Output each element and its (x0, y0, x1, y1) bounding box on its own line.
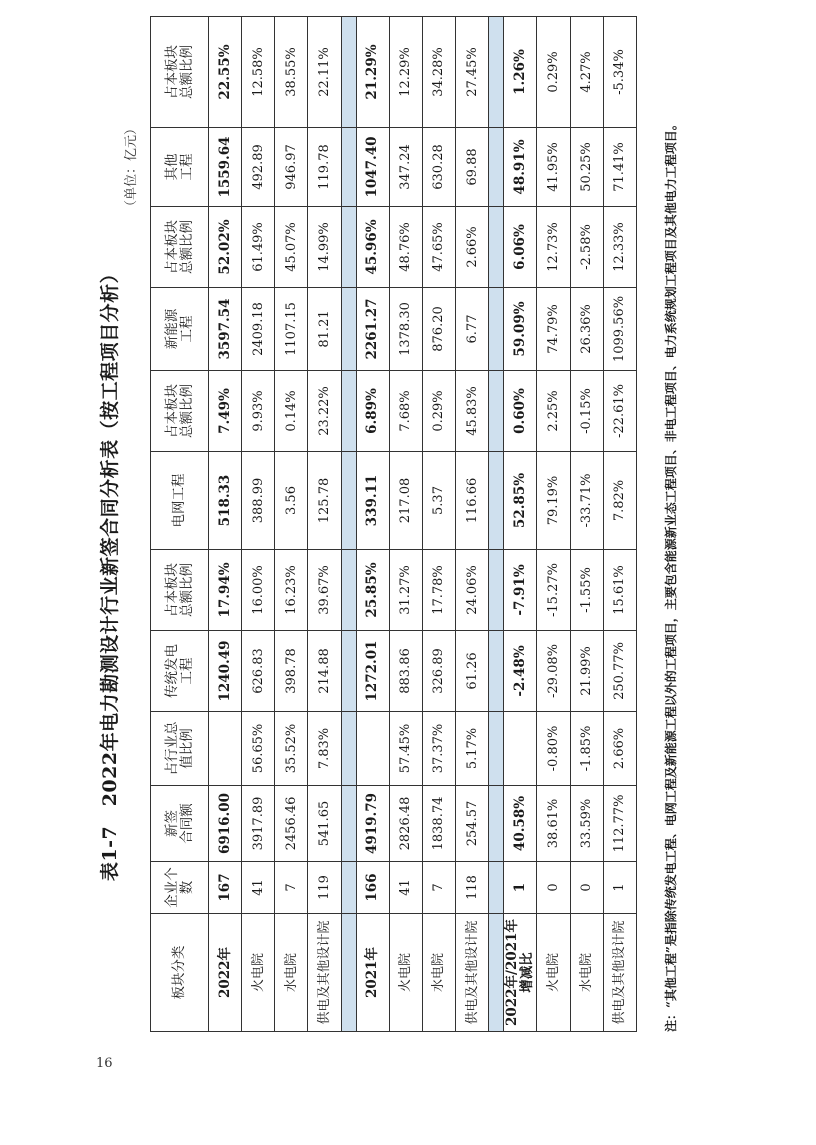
separator-cell (341, 631, 356, 712)
table-cell: 41 (242, 862, 275, 914)
separator-cell (489, 862, 504, 914)
separator-cell (341, 17, 356, 128)
table-cell: 2.66% (603, 712, 636, 786)
table-title: 表1-7 2022年电力勘测设计行业新签合同分析表（按工程项目分析） (99, 263, 121, 882)
table-cell: 2826.48 (389, 786, 422, 862)
table-cell: 2261.27 (356, 288, 389, 371)
unit-note: （单位：亿元） (124, 121, 139, 213)
table-cell: 118 (456, 862, 489, 914)
table-cell: 1 (603, 862, 636, 914)
table-cell: 16.23% (275, 550, 308, 631)
table-cell: -0.15% (570, 371, 603, 452)
table-cell: 25.85% (356, 550, 389, 631)
table-cell: 22.11% (308, 17, 341, 128)
table-cell: 38.61% (537, 786, 570, 862)
table-cell: 34.28% (422, 17, 455, 128)
summary-row (209, 17, 242, 1032)
table-cell: 12.58% (242, 17, 275, 128)
table-body (209, 17, 637, 1032)
table-cell: 14.99% (308, 207, 341, 288)
table-cell: 2456.46 (275, 786, 308, 862)
table-cell: 1107.15 (275, 288, 308, 371)
separator-cell (341, 128, 356, 207)
table-cell: 0.29% (422, 371, 455, 452)
table-cell: 1272.01 (356, 631, 389, 712)
table-row (242, 17, 275, 1032)
table-cell: -33.71% (570, 452, 603, 550)
table-cell: 52.85% (504, 452, 537, 550)
table-cell: 398.78 (275, 631, 308, 712)
row-label: 水电院 (570, 914, 603, 1032)
header-grid: 电网工程 (151, 452, 209, 550)
table-cell: 27.45% (456, 17, 489, 128)
separator-cell (489, 452, 504, 550)
table-cell: 21.99% (570, 631, 603, 712)
table-cell: 50.25% (570, 128, 603, 207)
table-cell: 12.29% (389, 17, 422, 128)
separator-cell (341, 550, 356, 631)
row-label: 供电及其他设计院 (456, 914, 489, 1032)
table-cell: 388.99 (242, 452, 275, 550)
table-cell: 166 (356, 862, 389, 914)
separator-cell (489, 17, 504, 128)
summary-row (356, 17, 389, 1032)
table-cell: 3597.54 (209, 288, 242, 371)
table-cell (209, 712, 242, 786)
separator-cell (489, 786, 504, 862)
table-row (422, 17, 455, 1032)
table-cell: 37.37% (422, 712, 455, 786)
separator-cell (341, 712, 356, 786)
table-cell: 167 (209, 862, 242, 914)
table-cell: 35.52% (275, 712, 308, 786)
table-cell: 21.29% (356, 17, 389, 128)
table-cell: 6.06% (504, 207, 537, 288)
table-cell: 7.82% (603, 452, 636, 550)
table-cell: -0.80% (537, 712, 570, 786)
table-cell: -2.58% (570, 207, 603, 288)
table-cell: 119 (308, 862, 341, 914)
table-header-row (151, 17, 209, 1032)
table-cell: 1099.56% (603, 288, 636, 371)
separator-cell (489, 631, 504, 712)
table-cell: 39.67% (308, 550, 341, 631)
table-cell: 52.02% (209, 207, 242, 288)
table-cell: 47.65% (422, 207, 455, 288)
table-cell: 7 (275, 862, 308, 914)
row-label: 2021年 (356, 914, 389, 1032)
page-number: 16 (96, 1056, 113, 1071)
table-row (570, 17, 603, 1032)
table-cell: 6.89% (356, 371, 389, 452)
separator-cell (341, 371, 356, 452)
header-enterprise-count: 企业个数 (151, 862, 209, 914)
table-cell: 33.59% (570, 786, 603, 862)
table-cell: -2.48% (504, 631, 537, 712)
table-cell: -1.55% (570, 550, 603, 631)
table-cell: 0.14% (275, 371, 308, 452)
table-cell: 1 (504, 862, 537, 914)
table-cell: 3917.89 (242, 786, 275, 862)
table-cell: 0.60% (504, 371, 537, 452)
table-cell: 7.49% (209, 371, 242, 452)
table-cell: 4919.79 (356, 786, 389, 862)
table-cell: 5.37 (422, 452, 455, 550)
table-cell: 7.68% (389, 371, 422, 452)
header-other: 其他 工程 (151, 128, 209, 207)
row-label: 供电及其他设计院 (603, 914, 636, 1032)
table-cell: 17.94% (209, 550, 242, 631)
table-cell: 541.65 (308, 786, 341, 862)
table-cell: 326.89 (422, 631, 455, 712)
table-cell: 0 (537, 862, 570, 914)
row-label: 火电院 (389, 914, 422, 1032)
table-cell: 347.24 (389, 128, 422, 207)
table-cell: 17.78% (422, 550, 455, 631)
header-new-contracts: 新签 合同额 (151, 786, 209, 862)
table-row (537, 17, 570, 1032)
table-cell: 81.21 (308, 288, 341, 371)
table-cell: 23.22% (308, 371, 341, 452)
separator-cell (341, 914, 356, 1032)
table-cell: 250.77% (603, 631, 636, 712)
table-row (389, 17, 422, 1032)
table-cell: 61.49% (242, 207, 275, 288)
table-cell: -29.08% (537, 631, 570, 712)
row-label: 供电及其他设计院 (308, 914, 341, 1032)
separator-cell (341, 288, 356, 371)
table-cell: 26.36% (570, 288, 603, 371)
row-label: 2022年 (209, 914, 242, 1032)
table-cell: 876.20 (422, 288, 455, 371)
table-row (275, 17, 308, 1032)
table-cell: 41 (389, 862, 422, 914)
table-cell: 5.17% (456, 712, 489, 786)
table-row (456, 17, 489, 1032)
table-cell: 630.28 (422, 128, 455, 207)
table-cell: 119.78 (308, 128, 341, 207)
separator-cell (489, 712, 504, 786)
table-cell: 214.88 (308, 631, 341, 712)
table-cell: 2.66% (456, 207, 489, 288)
table-cell: 22.55% (209, 17, 242, 128)
separator-cell (341, 207, 356, 288)
table-cell: 946.97 (275, 128, 308, 207)
header-new-energy-share: 占本板块 总额比例 (151, 207, 209, 288)
table-cell: 56.65% (242, 712, 275, 786)
table-cell: 74.79% (537, 288, 570, 371)
table-cell: 116.66 (456, 452, 489, 550)
table-cell: 6916.00 (209, 786, 242, 862)
table-cell: 31.27% (389, 550, 422, 631)
row-label: 火电院 (537, 914, 570, 1032)
table-cell: 38.55% (275, 17, 308, 128)
table-cell: 1378.30 (389, 288, 422, 371)
table-cell: 59.09% (504, 288, 537, 371)
separator-cell (341, 452, 356, 550)
table-cell: 2.25% (537, 371, 570, 452)
table-cell: 1838.74 (422, 786, 455, 862)
table-cell: 57.45% (389, 712, 422, 786)
row-label: 2022年/2021年增减比 (504, 914, 537, 1032)
table-cell: 0 (570, 862, 603, 914)
separator-row (341, 17, 356, 1032)
table-cell: 883.86 (389, 631, 422, 712)
table-cell: 2409.18 (242, 288, 275, 371)
table-cell: -7.91% (504, 550, 537, 631)
table-cell: 24.06% (456, 550, 489, 631)
row-label: 火电院 (242, 914, 275, 1032)
footnote: 注：“其他工程”是指除传统发电工程、电网工程及新能源工程以外的工程项目，主要包含能源新业态工程项目、非电工程项目、电力系统规划工程项目及其他电力工程项目。 (664, 118, 678, 1032)
table-cell: 217.08 (389, 452, 422, 550)
separator-cell (489, 288, 504, 371)
table-row (603, 17, 636, 1032)
table-cell: 15.61% (603, 550, 636, 631)
table-cell: 125.78 (308, 452, 341, 550)
header-sector: 板块分类 (151, 914, 209, 1032)
separator-cell (489, 207, 504, 288)
row-label: 水电院 (275, 914, 308, 1032)
table-cell: 61.26 (456, 631, 489, 712)
header-grid-share: 占本板块 总额比例 (151, 371, 209, 452)
table-cell: 3.56 (275, 452, 308, 550)
table-cell: 112.77% (603, 786, 636, 862)
table-cell: 7 (422, 862, 455, 914)
table-cell: 41.95% (537, 128, 570, 207)
row-label: 水电院 (422, 914, 455, 1032)
table-cell: 9.93% (242, 371, 275, 452)
table-cell: 518.33 (209, 452, 242, 550)
table-cell: -5.34% (603, 17, 636, 128)
table-cell: 0.29% (537, 17, 570, 128)
separator-cell (489, 550, 504, 631)
table-cell: 71.41% (603, 128, 636, 207)
header-traditional-share: 占本板块 总额比例 (151, 550, 209, 631)
separator-cell (489, 371, 504, 452)
table-cell: 254.57 (456, 786, 489, 862)
table-cell: 492.89 (242, 128, 275, 207)
table-cell (356, 712, 389, 786)
table-cell: 4.27% (570, 17, 603, 128)
table-cell: 48.76% (389, 207, 422, 288)
table-cell: 40.58% (504, 786, 537, 862)
table-cell: 45.07% (275, 207, 308, 288)
contracts-table (150, 16, 637, 1032)
table-cell: 48.91% (504, 128, 537, 207)
separator-cell (341, 786, 356, 862)
table-cell: 45.96% (356, 207, 389, 288)
table-cell (504, 712, 537, 786)
header-industry-share: 占行业总 值比例 (151, 712, 209, 786)
table-cell: 79.19% (537, 452, 570, 550)
header-traditional-power: 传统发电 工程 (151, 631, 209, 712)
separator-cell (489, 914, 504, 1032)
table-cell: 12.33% (603, 207, 636, 288)
table-cell: 1240.49 (209, 631, 242, 712)
table-cell: 1.26% (504, 17, 537, 128)
table-cell: 6.77 (456, 288, 489, 371)
separator-row (489, 17, 504, 1032)
table-cell: 626.83 (242, 631, 275, 712)
table-row (308, 17, 341, 1032)
table-cell: 7.83% (308, 712, 341, 786)
table-cell: 45.83% (456, 371, 489, 452)
table-cell: 16.00% (242, 550, 275, 631)
table-cell: 1047.40 (356, 128, 389, 207)
summary-row (504, 17, 537, 1032)
separator-cell (341, 862, 356, 914)
table-cell: 69.88 (456, 128, 489, 207)
table-cell: 1559.64 (209, 128, 242, 207)
table-cell: 339.11 (356, 452, 389, 550)
header-other-share: 占本板块 总额比例 (151, 17, 209, 128)
separator-cell (489, 128, 504, 207)
table-cell: -22.61% (603, 371, 636, 452)
table-cell: 12.73% (537, 207, 570, 288)
header-new-energy: 新能源 工程 (151, 288, 209, 371)
table-cell: -1.85% (570, 712, 603, 786)
table-cell: -15.27% (537, 550, 570, 631)
